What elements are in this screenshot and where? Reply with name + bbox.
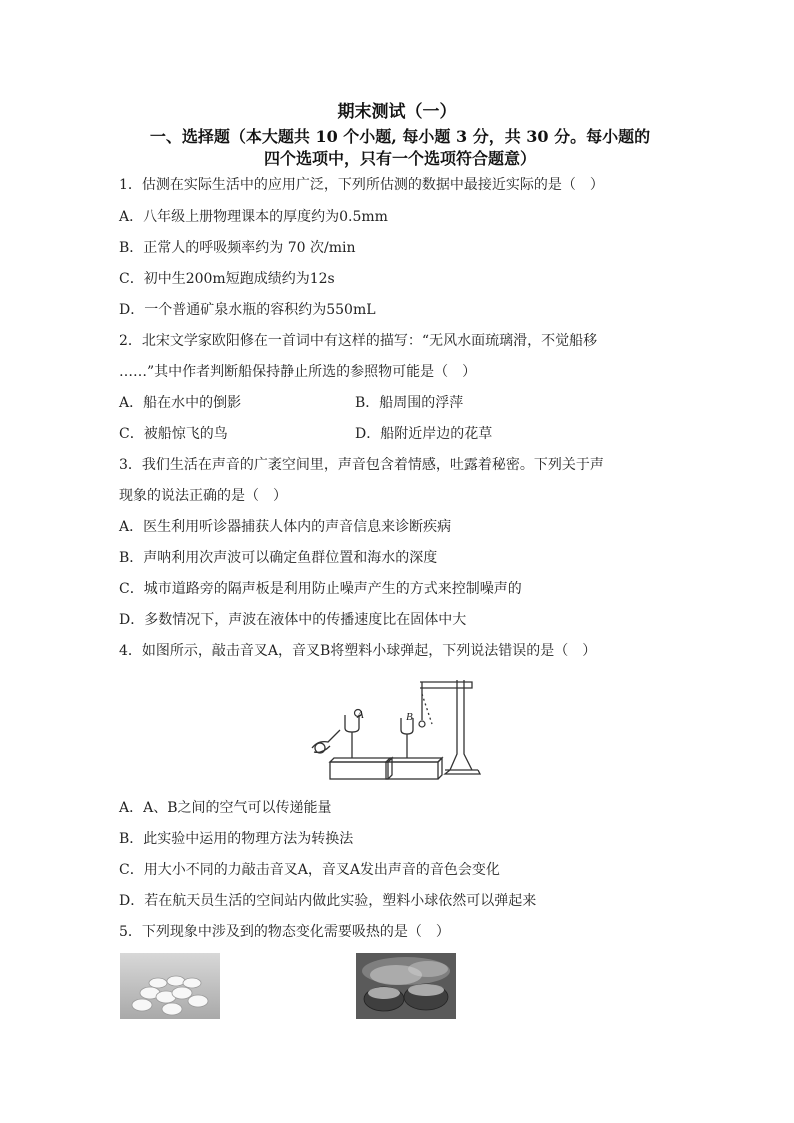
question-2-stem-line-2: ……”其中作者判断船保持静止所选的参照物可能是（ ）	[119, 364, 477, 380]
question-3-option-b: B．声呐利用次声波可以确定鱼群位置和海水的深度	[119, 550, 438, 566]
question-2-option-a: A．船在水中的倒影	[119, 395, 242, 411]
question-1-stem: 1．估测在实际生活中的应用广泛，下列所估测的数据中最接近实际的是（ ）	[119, 177, 604, 193]
question-1-option-c: C．初中生200m短跑成绩约为12s	[119, 271, 335, 287]
question-3-stem-line-1: 3．我们生活在声音的广袤空间里，声音包含着情感，吐露着秘密。下列关于声	[119, 457, 604, 473]
question-3-option-d: D．多数情况下，声波在液体中的传播速度比在固体中大	[119, 612, 467, 628]
question-1-option-d: D．一个普通矿泉水瓶的容积约为550mL	[119, 302, 376, 318]
question-1-option-a: A．八年级上册物理课本的厚度约为0.5mm	[119, 209, 388, 225]
steamer-photo	[356, 953, 456, 1019]
section-heading-line-2: 四个选项中，只有一个选项符合题意）	[263, 149, 536, 168]
question-1-option-b: B．正常人的呼吸频率约为 70 次/min	[119, 240, 356, 256]
question-2-option-d: D．船附近岸边的花草	[355, 426, 493, 442]
fork-b-label: B	[406, 711, 413, 723]
question-2-stem-line-1: 2．北宋文学家欧阳修在一首词中有这样的描写：“无风水面琉璃滑，不觉船移	[119, 333, 598, 349]
question-2-option-b: B．船周围的浮萍	[355, 395, 464, 411]
question-5-stem: 5．下列现象中涉及到的物态变化需要吸热的是（ ）	[119, 924, 450, 940]
question-3-stem-line-2: 现象的说法正确的是（ ）	[119, 488, 287, 504]
question-4-option-d: D．若在航天员生活的空间站内做此实验，塑料小球依然可以弹起来	[119, 893, 537, 909]
question-3-option-c: C．城市道路旁的隔声板是利用防止噪声产生的方式来控制噪声的	[119, 581, 522, 597]
tuning-fork-figure	[300, 670, 500, 785]
question-4-option-c: C．用大小不同的力敲击音叉A，音叉A发出声音的音色会变化	[119, 862, 500, 878]
question-2-option-c: C．被船惊飞的鸟	[119, 426, 228, 442]
section-heading	[120, 126, 680, 170]
question-3-option-a: A．医生利用听诊器捕获人体内的声音信息来诊断疾病	[119, 519, 452, 535]
page-title: 期末测试（一）	[337, 102, 457, 122]
question-4-option-a: A．A、B之间的空气可以传递能量	[119, 800, 332, 816]
question-4-option-b: B．此实验中运用的物理方法为转换法	[119, 831, 354, 847]
fork-a-label: A	[357, 709, 364, 721]
tablets-photo	[120, 953, 220, 1019]
question-4-stem: 4．如图所示，敲击音叉A，音叉B将塑料小球弹起，下列说法错误的是（ ）	[119, 643, 597, 659]
section-heading-line-1: 一、选择题（本大题共 10 个小题, 每小题 3 分，共 30 分。每小题的	[149, 127, 651, 146]
